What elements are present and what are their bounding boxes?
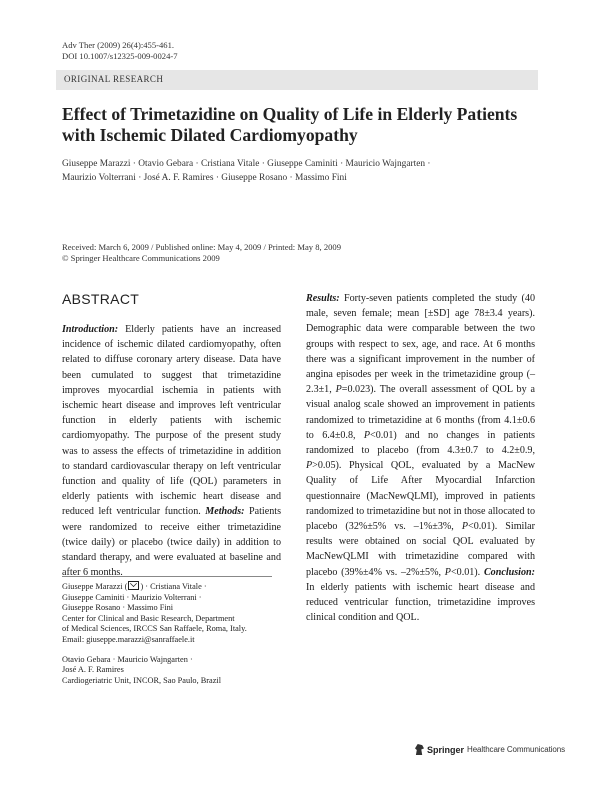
results-text: =0.023). The overall assessment of QOL by a visual analog scale showed an improvement in patients randomized to trimetazidine at 6 months (from 4.1±0.6 to 6.4±0.8,	[306, 384, 535, 441]
author-line: Maurizio Volterrani · José A. F. Ramires · Giuseppe Rosano · Massimo Fini	[62, 173, 347, 183]
affiliations	[62, 581, 281, 686]
methods-label: Methods:	[200, 506, 245, 518]
affiliation-line: Center for Clinical and Basic Research, Department	[62, 613, 235, 623]
affiliation-text: ) · Cristiana Vitale ·	[140, 582, 207, 591]
results-label: Results:	[306, 293, 340, 304]
conclusion-text: In elderly patients with ischemic heart disease and reduced ventricular function, trimetazidine improves clinical condition and QOL.	[306, 581, 535, 624]
corresponding-author: Giuseppe Marazzi (	[62, 582, 128, 591]
doi: DOI 10.1007/s12325-009-0024-7	[62, 51, 178, 61]
p-value-symbol: P	[306, 460, 313, 472]
results-text: <0.01) and no changes in patients randomized to placebo (from 4.3±0.7 to 4.2±0.9,	[306, 429, 535, 457]
results-text: >0.05). Physical QOL, evaluated by a MacNew Quality of Life After Myocardial Infarction questionnaire (MacNewQLMI), improved in patients randomized to trimetazidine but not in those allocated to placebo (32%±5% vs. –1%±3%,	[306, 460, 535, 533]
author-line: Giuseppe Marazzi · Otavio Gebara · Cristiana Vitale · Giuseppe Caminiti · Mauricio Wajngarten ·	[62, 159, 431, 169]
affiliation-line: Otavio Gebara · Mauricio Wajngarten ·	[62, 654, 193, 664]
affiliation-line: Giuseppe Rosano · Massimo Fini	[62, 603, 174, 613]
p-value-symbol: P	[363, 429, 371, 441]
springer-horse-icon	[415, 744, 424, 755]
publisher-division: Healthcare Communications	[467, 745, 566, 754]
publisher-logo	[415, 744, 565, 755]
affiliation-line: Giuseppe Caminiti · Maurizio Volterrani ·	[62, 592, 202, 602]
intro-text: Elderly patients have an increased incidence of ischemic dilated cardiomyopathy, often related to diffuse coronary artery disease. Data have been cumulated to suggest that trimetazidine improves myocardial ischemia in patients with ischemic heart disease and improves left ventricular function in elderly patients with ischemic cardiomyopathy. The purpose of the present study was to assess the effects of trimetazidine in addition to standard cardiovascular therapy on left ventricular function and quality of life (QOL) parameters in elderly patients with ischemic heart disease and reduced left ventricular function.	[62, 324, 281, 518]
p-value-symbol: P	[335, 384, 342, 396]
journal-header	[62, 40, 178, 62]
affiliation-line: Cardiogeriatric Unit, INCOR, Sao Paulo, Brazil	[62, 675, 221, 685]
conclusion-label: Conclusion:	[480, 566, 536, 578]
journal-citation: Adv Ther (2009) 26(4):455-461.	[62, 40, 175, 50]
publication-dates	[62, 242, 532, 264]
results-text: Forty-seven patients completed the study (40 male, seven female; mean [±SD] age 78±3.4 years). Demographic data were comparable between the two groups with respect to sex, age, and race. At 6 months there was a significant improvement in the number of angina episodes per week in the trimetazidine group (–2.3±1,	[306, 293, 535, 396]
article-title: Effect of Trimetazidine on Quality of Life in Elderly Patients with Ischemic Dilated Cardiomyopathy	[62, 104, 518, 145]
abstract-column-left	[62, 322, 281, 580]
publisher-name: Springer	[427, 744, 465, 755]
date-history: Received: March 6, 2009 / Published online: May 4, 2009 / Printed: May 8, 2009	[62, 242, 342, 252]
abstract-column-right	[306, 291, 535, 625]
p-value-symbol: P	[444, 566, 451, 578]
envelope-icon	[128, 581, 139, 590]
affiliation-line: of Medical Sciences, IRCCS San Raffaele, Roma, Italy.	[62, 624, 247, 634]
email-address[interactable]: Email: giuseppe.marazzi@sanraffaele.it	[62, 634, 195, 644]
affiliation-divider	[62, 576, 272, 577]
affiliation-line: José A. F. Ramires	[62, 665, 124, 675]
p-value-symbol: P	[461, 521, 469, 533]
author-list	[62, 157, 532, 185]
section-tag: ORIGINAL RESEARCH	[56, 70, 538, 90]
results-text: <0.01).	[450, 566, 481, 578]
abstract-heading: ABSTRACT	[62, 291, 140, 307]
results-text: <0.01). Similar results were obtained on social QOL evaluated by MacNewQLMI with trimetazidine compared with placebo (39%±4% vs. –2%±5%,	[306, 521, 535, 578]
affiliation-line	[62, 581, 281, 593]
intro-label: Introduction:	[62, 324, 119, 335]
methods-text: Patients were randomized to receive either trimetazidine (twice daily) or placebo (twice daily) in addition to standard therapy, and were evaluated at baseline and after 6 months.	[62, 506, 281, 579]
copyright: © Springer Healthcare Communications 2009	[62, 253, 220, 263]
